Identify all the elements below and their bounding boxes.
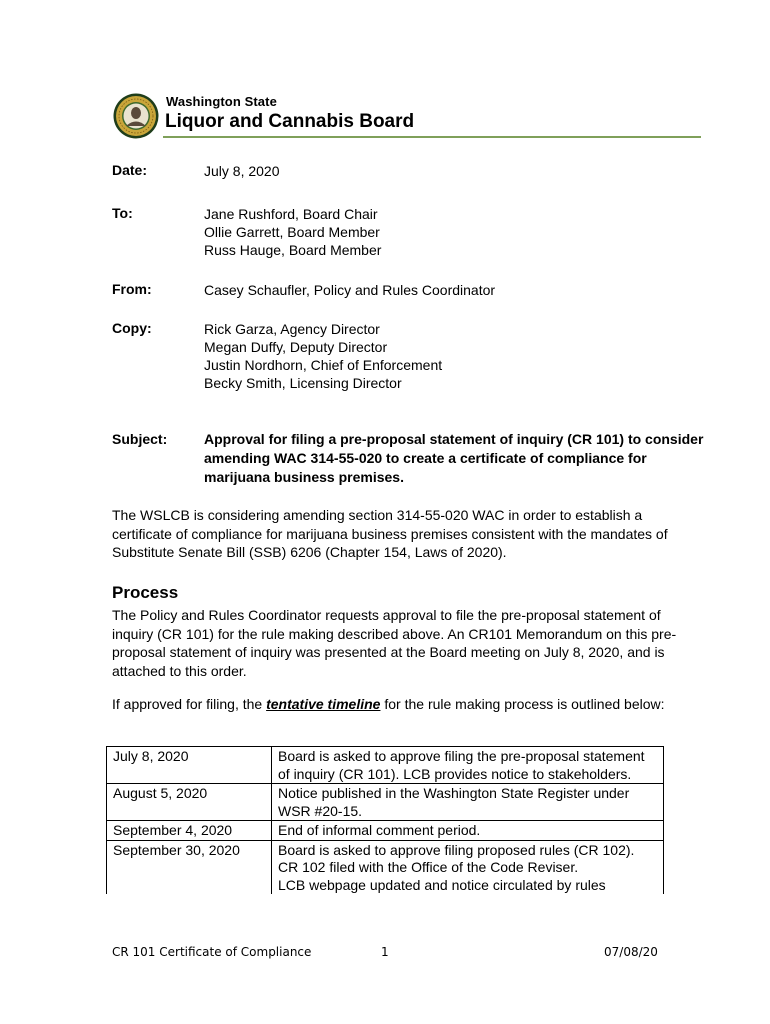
copy-recipient: Megan Duffy, Deputy Director (204, 339, 388, 355)
table-row (107, 821, 664, 841)
timeline-date: September 30, 2020 (107, 840, 272, 894)
from-label: From: (112, 281, 152, 297)
copy-recipients (204, 320, 442, 392)
to-recipients (204, 205, 381, 259)
washington-state-seal-icon (113, 93, 159, 139)
timeline-intro-post: for the rule making process is outlined below: (380, 696, 665, 712)
timeline-date: August 5, 2020 (107, 784, 272, 821)
footer-date: 07/08/20 (604, 945, 658, 959)
timeline-line: CR 102 filed with the Office of the Code Reviser. (278, 859, 579, 875)
intro-paragraph: The WSLCB is considering amending section 314-55-020 WAC in order to establish a certificate of compliance for marijuana business premises consistent with the mandates of Substitute Senate Bill (SSB) 6206 (Chapter 154, Laws of 2020). (112, 507, 668, 560)
process-paragraph: The Policy and Rules Coordinator requests approval to file the pre-proposal statement of inquiry (CR 101) for the rule making described above. An CR101 Memorandum on this pre-proposal statement of inquiry was presented at the Board meeting on July 8, 2020, and is attached to this order. (112, 607, 677, 679)
footer-page-number: 1 (381, 945, 389, 959)
letterhead-rule (163, 136, 701, 138)
timeline-date: July 8, 2020 (107, 747, 272, 784)
timeline-intro (112, 695, 702, 714)
table-row (107, 747, 664, 784)
footer-title: CR 101 Certificate of Compliance (112, 945, 312, 959)
to-recipient: Ollie Garrett, Board Member (204, 224, 380, 240)
date-label: Date: (112, 162, 148, 178)
date-value: July 8, 2020 (204, 163, 280, 179)
copy-label: Copy: (112, 320, 152, 336)
timeline-table (106, 746, 664, 894)
org-name-line1: Washington State (166, 94, 277, 109)
table-row (107, 784, 664, 821)
timeline-description (272, 840, 664, 894)
to-label: To: (112, 205, 133, 221)
timeline-date: September 4, 2020 (107, 821, 272, 841)
copy-recipient: Justin Nordhorn, Chief of Enforcement (204, 357, 443, 373)
copy-recipient: Rick Garza, Agency Director (204, 321, 380, 337)
process-heading: Process (112, 583, 179, 602)
subject-value: Approval for filing a pre-proposal statement of inquiry (CR 101) to consider amending WAC 314-55-020 to create a certificate of compliance for marijuana business premises. (204, 431, 704, 485)
table-row (107, 840, 664, 894)
to-recipient: Jane Rushford, Board Chair (204, 206, 378, 222)
from-value: Casey Schaufler, Policy and Rules Coordinator (204, 282, 496, 298)
timeline-description: Board is asked to approve filing the pre-proposal statement of inquiry (CR 101). LCB provides notice to stakeholders. (272, 747, 664, 784)
timeline-line: LCB webpage updated and notice circulated by rules (278, 876, 606, 893)
tentative-timeline-link[interactable]: tentative timeline (266, 696, 381, 712)
timeline-description: End of informal comment period. (272, 821, 664, 841)
timeline-description: Notice published in the Washington State Register under WSR #20-15. (272, 784, 664, 821)
copy-recipient: Becky Smith, Licensing Director (204, 375, 402, 391)
timeline-intro-pre: If approved for filing, the (112, 696, 267, 712)
org-name-line2: Liquor and Cannabis Board (165, 111, 415, 132)
to-recipient: Russ Hauge, Board Member (204, 242, 382, 258)
timeline-line: Board is asked to approve filing proposed rules (CR 102). (278, 841, 635, 858)
subject-label: Subject: (112, 431, 168, 447)
